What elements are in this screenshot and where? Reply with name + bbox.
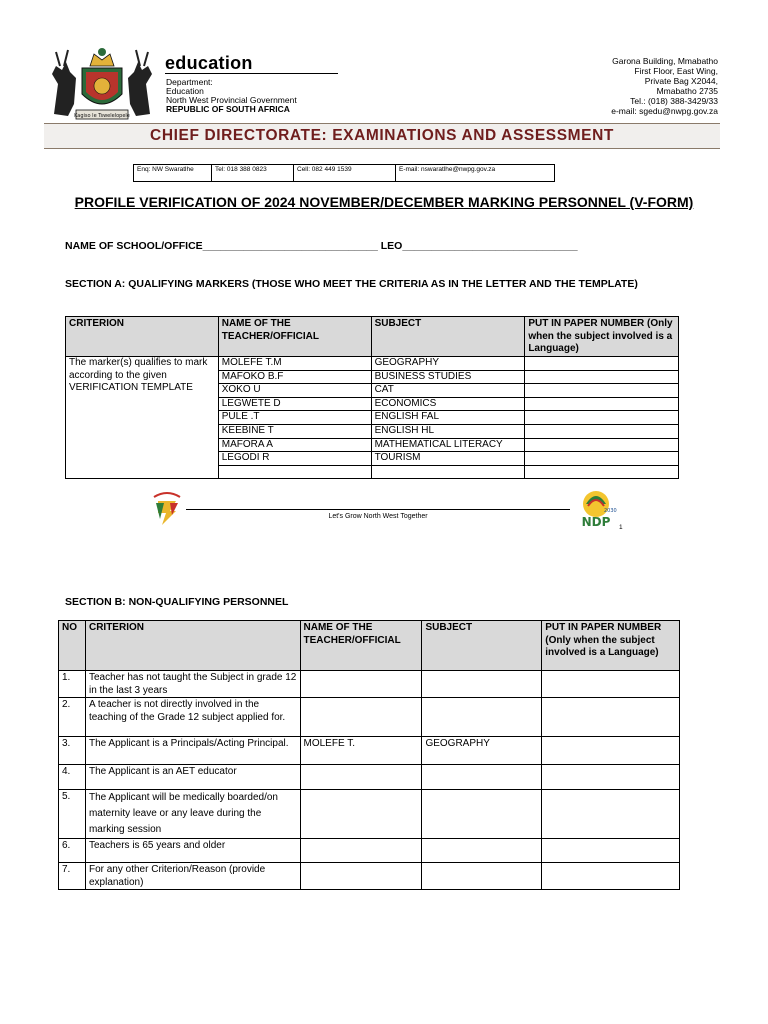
- teacher-name-cell[interactable]: MAFORA A: [218, 438, 371, 452]
- column-header: NAME OF THE TEACHER/OFFICIAL: [300, 621, 422, 671]
- contact-email: E-mail: nswaratlhe@nwpg.gov.za: [399, 166, 496, 173]
- subject-cell[interactable]: ENGLISH HL: [371, 424, 525, 438]
- contact-strip: [133, 164, 555, 182]
- table-row: [59, 839, 680, 863]
- subject-cell[interactable]: [422, 863, 542, 890]
- table-row: [59, 698, 680, 737]
- criterion-cell: Teacher has not taught the Subject in grade 12 in the last 3 years: [85, 671, 300, 698]
- non-qualifying-personnel-table: [58, 620, 680, 890]
- teacher-name-cell[interactable]: [218, 465, 371, 479]
- row-number-cell: 2.: [59, 698, 86, 737]
- row-number-cell: 1.: [59, 671, 86, 698]
- qualifying-markers-table: [65, 316, 679, 479]
- banner-divider: [44, 148, 720, 149]
- subject-cell[interactable]: TOURISM: [371, 452, 525, 466]
- section-b-heading: SECTION B: NON-QUALIFYING PERSONNEL: [65, 596, 289, 608]
- row-number-cell: 7.: [59, 863, 86, 890]
- address-line: Garona Building, Mmabatho: [612, 56, 718, 66]
- address-line: First Floor, East Wing,: [634, 66, 718, 76]
- brand-underline: [165, 73, 338, 74]
- subject-cell[interactable]: ECONOMICS: [371, 397, 525, 411]
- teacher-name-cell[interactable]: [300, 698, 422, 737]
- subject-cell[interactable]: GEOGRAPHY: [422, 737, 542, 765]
- criterion-cell: The Applicant is an AET educator: [85, 765, 300, 790]
- criterion-cell: For any other Criterion/Reason (provide explanation): [85, 863, 300, 890]
- address-line: Mmabatho 2735: [656, 86, 718, 96]
- table-header-row: [66, 317, 679, 357]
- paper-number-cell[interactable]: [525, 465, 679, 479]
- paper-number-cell[interactable]: [525, 411, 679, 425]
- paper-number-cell[interactable]: [542, 671, 680, 698]
- column-header: PUT IN PAPER NUMBER (Only when the subject involved is a Language): [542, 621, 680, 671]
- paper-number-cell[interactable]: [542, 790, 680, 839]
- subject-cell[interactable]: [422, 671, 542, 698]
- criterion-cell: A teacher is not directly involved in the teaching of the Grade 12 subject applied for.: [85, 698, 300, 737]
- footer-divider: [186, 509, 570, 510]
- paper-number-cell[interactable]: [525, 438, 679, 452]
- paper-number-cell[interactable]: [542, 863, 680, 890]
- teacher-name-cell[interactable]: [300, 863, 422, 890]
- paper-number-cell[interactable]: [525, 370, 679, 384]
- department-line: Department:: [166, 77, 213, 87]
- table-row: [59, 863, 680, 890]
- directorate-banner: [44, 124, 720, 148]
- address-line: Private Bag X2044,: [644, 76, 718, 86]
- contact-cell: Cell: 082 449 1539: [294, 165, 396, 181]
- address-line: e-mail: sgedu@nwpg.gov.za: [611, 106, 718, 116]
- column-header: SUBJECT: [371, 317, 525, 357]
- subject-cell[interactable]: [371, 465, 525, 479]
- ndp-label: NDP: [581, 515, 611, 529]
- subject-cell[interactable]: [422, 790, 542, 839]
- paper-number-cell[interactable]: [542, 765, 680, 790]
- coat-of-arms-logo: [46, 44, 158, 122]
- crest-motto: Kagiso le Tswelelopele: [74, 113, 130, 119]
- teacher-name-cell[interactable]: [300, 671, 422, 698]
- teacher-name-cell[interactable]: XOKO U: [218, 384, 371, 398]
- subject-cell[interactable]: [422, 698, 542, 737]
- subject-cell[interactable]: [422, 765, 542, 790]
- teacher-name-cell[interactable]: [300, 790, 422, 839]
- teacher-name-cell[interactable]: KEEBINE T: [218, 424, 371, 438]
- department-line: Education: [166, 86, 204, 96]
- teacher-name-cell[interactable]: LEGWETE D: [218, 397, 371, 411]
- school-office-field[interactable]: NAME OF SCHOOL/OFFICE______________________________ LEO______________________________: [65, 240, 578, 252]
- teacher-name-cell[interactable]: [300, 765, 422, 790]
- north-west-province-logo: [150, 489, 184, 527]
- subject-cell[interactable]: BUSINESS STUDIES: [371, 370, 525, 384]
- contact-enquiries: Enq: NW Swaratlhe: [134, 165, 212, 181]
- row-number-cell: 5.: [59, 790, 86, 839]
- teacher-name-cell[interactable]: MOLEFE T.: [300, 737, 422, 765]
- column-header: NAME OF THE TEACHER/OFFICIAL: [218, 317, 371, 357]
- subject-cell[interactable]: CAT: [371, 384, 525, 398]
- paper-number-cell[interactable]: [525, 384, 679, 398]
- table-row: [59, 765, 680, 790]
- paper-number-cell[interactable]: [525, 397, 679, 411]
- footer-motto: Let's Grow North West Together: [328, 513, 428, 520]
- table-row: [59, 737, 680, 765]
- column-header: PUT IN PAPER NUMBER (Only when the subject involved is a Language): [525, 317, 679, 357]
- subject-cell[interactable]: MATHEMATICAL LITERACY: [371, 438, 525, 452]
- column-header: NO: [59, 621, 86, 671]
- form-title: PROFILE VERIFICATION OF 2024 NOVEMBER/DECEMBER MARKING PERSONNEL (V-FORM): [74, 194, 694, 210]
- paper-number-cell[interactable]: [542, 698, 680, 737]
- teacher-name-cell[interactable]: MOLEFE T.M: [218, 357, 371, 371]
- criterion-cell: The Applicant is a Principals/Acting Principal.: [85, 737, 300, 765]
- table-row: [59, 671, 680, 698]
- paper-number-cell[interactable]: [525, 424, 679, 438]
- section-a-heading: SECTION A: QUALIFYING MARKERS (THOSE WHO MEET THE CRITERIA AS IN THE LETTER AND THE TEMPLATE): [65, 278, 638, 290]
- paper-number-cell[interactable]: [525, 452, 679, 466]
- contact-tel: Tel: 018 388 0823: [212, 165, 294, 181]
- table-header-row: [59, 621, 680, 671]
- paper-number-cell[interactable]: [525, 357, 679, 371]
- department-line: REPUBLIC OF SOUTH AFRICA: [166, 104, 290, 114]
- ndp-2030-logo: [574, 490, 618, 530]
- row-number-cell: 6.: [59, 839, 86, 863]
- brand-title: education: [165, 53, 253, 73]
- criterion-cell: Teachers is 65 years and older: [85, 839, 300, 863]
- paper-number-cell[interactable]: [542, 839, 680, 863]
- subject-cell[interactable]: GEOGRAPHY: [371, 357, 525, 371]
- teacher-name-cell[interactable]: PULE .T: [218, 411, 371, 425]
- criterion-cell: The Applicant will be medically boarded/on maternity leave or any leave during the marking session: [85, 790, 300, 839]
- department-line: North West Provincial Government: [166, 95, 297, 105]
- paper-number-cell[interactable]: [542, 737, 680, 765]
- row-number-cell: 3.: [59, 737, 86, 765]
- subject-cell[interactable]: [422, 839, 542, 863]
- column-header: SUBJECT: [422, 621, 542, 671]
- teacher-name-cell[interactable]: [300, 839, 422, 863]
- column-header: CRITERION: [85, 621, 300, 671]
- table-row: [66, 357, 679, 371]
- teacher-name-cell[interactable]: LEGODI R: [218, 452, 371, 466]
- table-row: [59, 790, 680, 839]
- criterion-cell: The marker(s) qualifies to mark according to the given VERIFICATION TEMPLATE: [66, 357, 219, 479]
- directorate-title: CHIEF DIRECTORATE: EXAMINATIONS AND ASSESSMENT: [150, 127, 614, 144]
- subject-cell[interactable]: ENGLISH FAL: [371, 411, 525, 425]
- address-line: Tel.: (018) 388-3429/33: [630, 96, 718, 106]
- teacher-name-cell[interactable]: MAFOKO B.F: [218, 370, 371, 384]
- ndp-year: 2030: [604, 508, 617, 514]
- column-header: CRITERION: [66, 317, 219, 357]
- row-number-cell: 4.: [59, 765, 86, 790]
- page-number: 1: [619, 524, 623, 531]
